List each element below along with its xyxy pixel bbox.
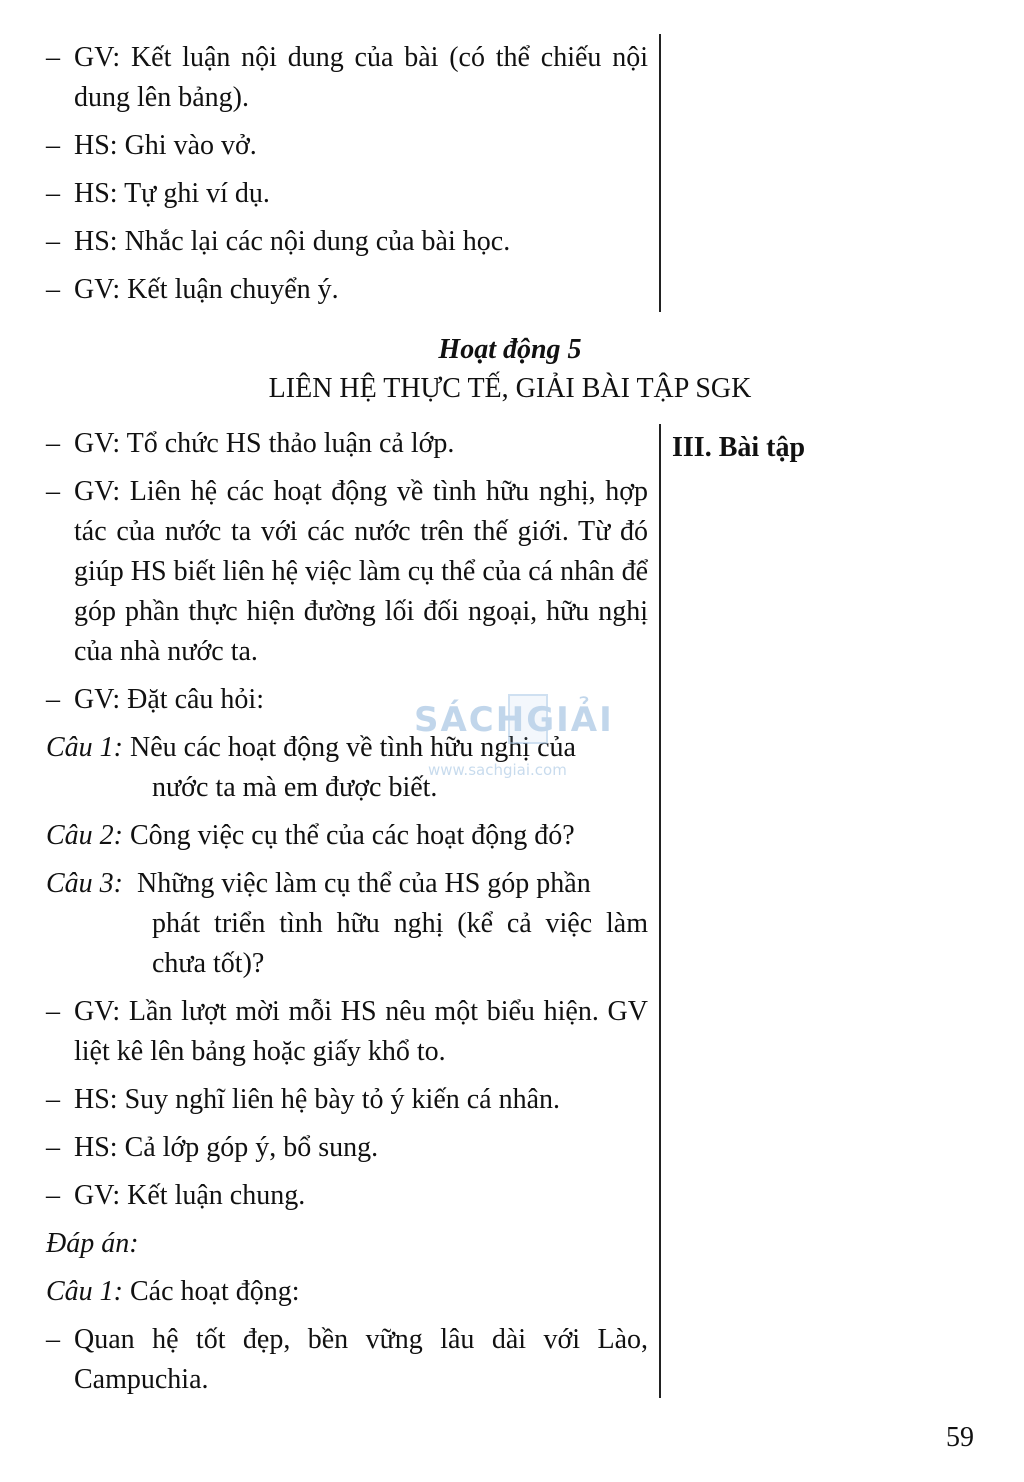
question-1: Câu 1: Nêu các hoạt động về tình hữu nghị của	[46, 732, 576, 763]
section-title-exercises: III. Bài tập	[672, 432, 806, 463]
list-item: – Quan hệ tốt đẹp, bền vững lâu dài với Lào, Campuchia.	[46, 1324, 648, 1395]
activity-title: Hoạt động 5	[438, 334, 582, 365]
page-number: 59	[946, 1422, 974, 1453]
question-3-continuation: phát triển tình hữu nghị (kể cả việc làm chưa tốt)?	[152, 908, 648, 979]
list-item: – GV: Kết luận chung.	[46, 1180, 306, 1211]
question-2: Câu 2: Công việc cụ thể của các hoạt động đó?	[46, 820, 575, 851]
list-item: – GV: Đặt câu hỏi:	[46, 684, 264, 715]
answer-question-1: Câu 1: Các hoạt động:	[46, 1276, 300, 1307]
activity-heading	[240, 330, 780, 408]
list-item: – GV: Kết luận chuyển ý.	[46, 274, 339, 305]
list-item: – GV: Tổ chức HS thảo luận cả lớp.	[46, 428, 455, 459]
column-divider-top	[659, 34, 661, 312]
watermark-url: www.sachgiai.com	[428, 761, 567, 779]
activity-subtitle: LIÊN HỆ THỰC TẾ, GIẢI BÀI TẬP SGK	[268, 373, 752, 404]
main-right-column	[672, 428, 992, 468]
list-item: – GV: Lần lượt mời mỗi HS nêu một biểu hiện. GV liệt kê lên bảng hoặc giấy khổ to.	[46, 996, 648, 1067]
question-1-continuation: nước ta mà em được biết.	[152, 772, 438, 803]
column-divider-main	[659, 424, 661, 1398]
list-item: – HS: Tự ghi ví dụ.	[46, 178, 270, 209]
list-item: – HS: Suy nghĩ liên hệ bày tỏ ý kiến cá nhân.	[46, 1084, 561, 1115]
list-item: – HS: Cả lớp góp ý, bổ sung.	[46, 1132, 379, 1163]
top-left-column	[46, 38, 648, 318]
question-3: Câu 3: Những việc làm cụ thể của HS góp phần	[46, 868, 591, 899]
watermark-brand: SÁCHGIẢI	[414, 700, 614, 740]
list-item: – GV: Kết luận nội dung của bài (có thể chiếu nội dung lên bảng).	[46, 42, 648, 113]
list-item: – GV: Liên hệ các hoạt động về tình hữu nghị, hợp tác của nước ta với các nước trên thế giới. Từ đó giúp HS biết liên hệ việc làm cụ thể của cá nhân để góp phần thực hiện đường lối đối ngoại, hữu nghị của nhà nước ta.	[46, 476, 648, 667]
answer-label: Đáp án:	[46, 1228, 139, 1259]
list-item: – HS: Ghi vào vở.	[46, 130, 257, 161]
list-item: – HS: Nhắc lại các nội dung của bài học.	[46, 226, 511, 257]
main-left-column	[46, 424, 648, 1408]
